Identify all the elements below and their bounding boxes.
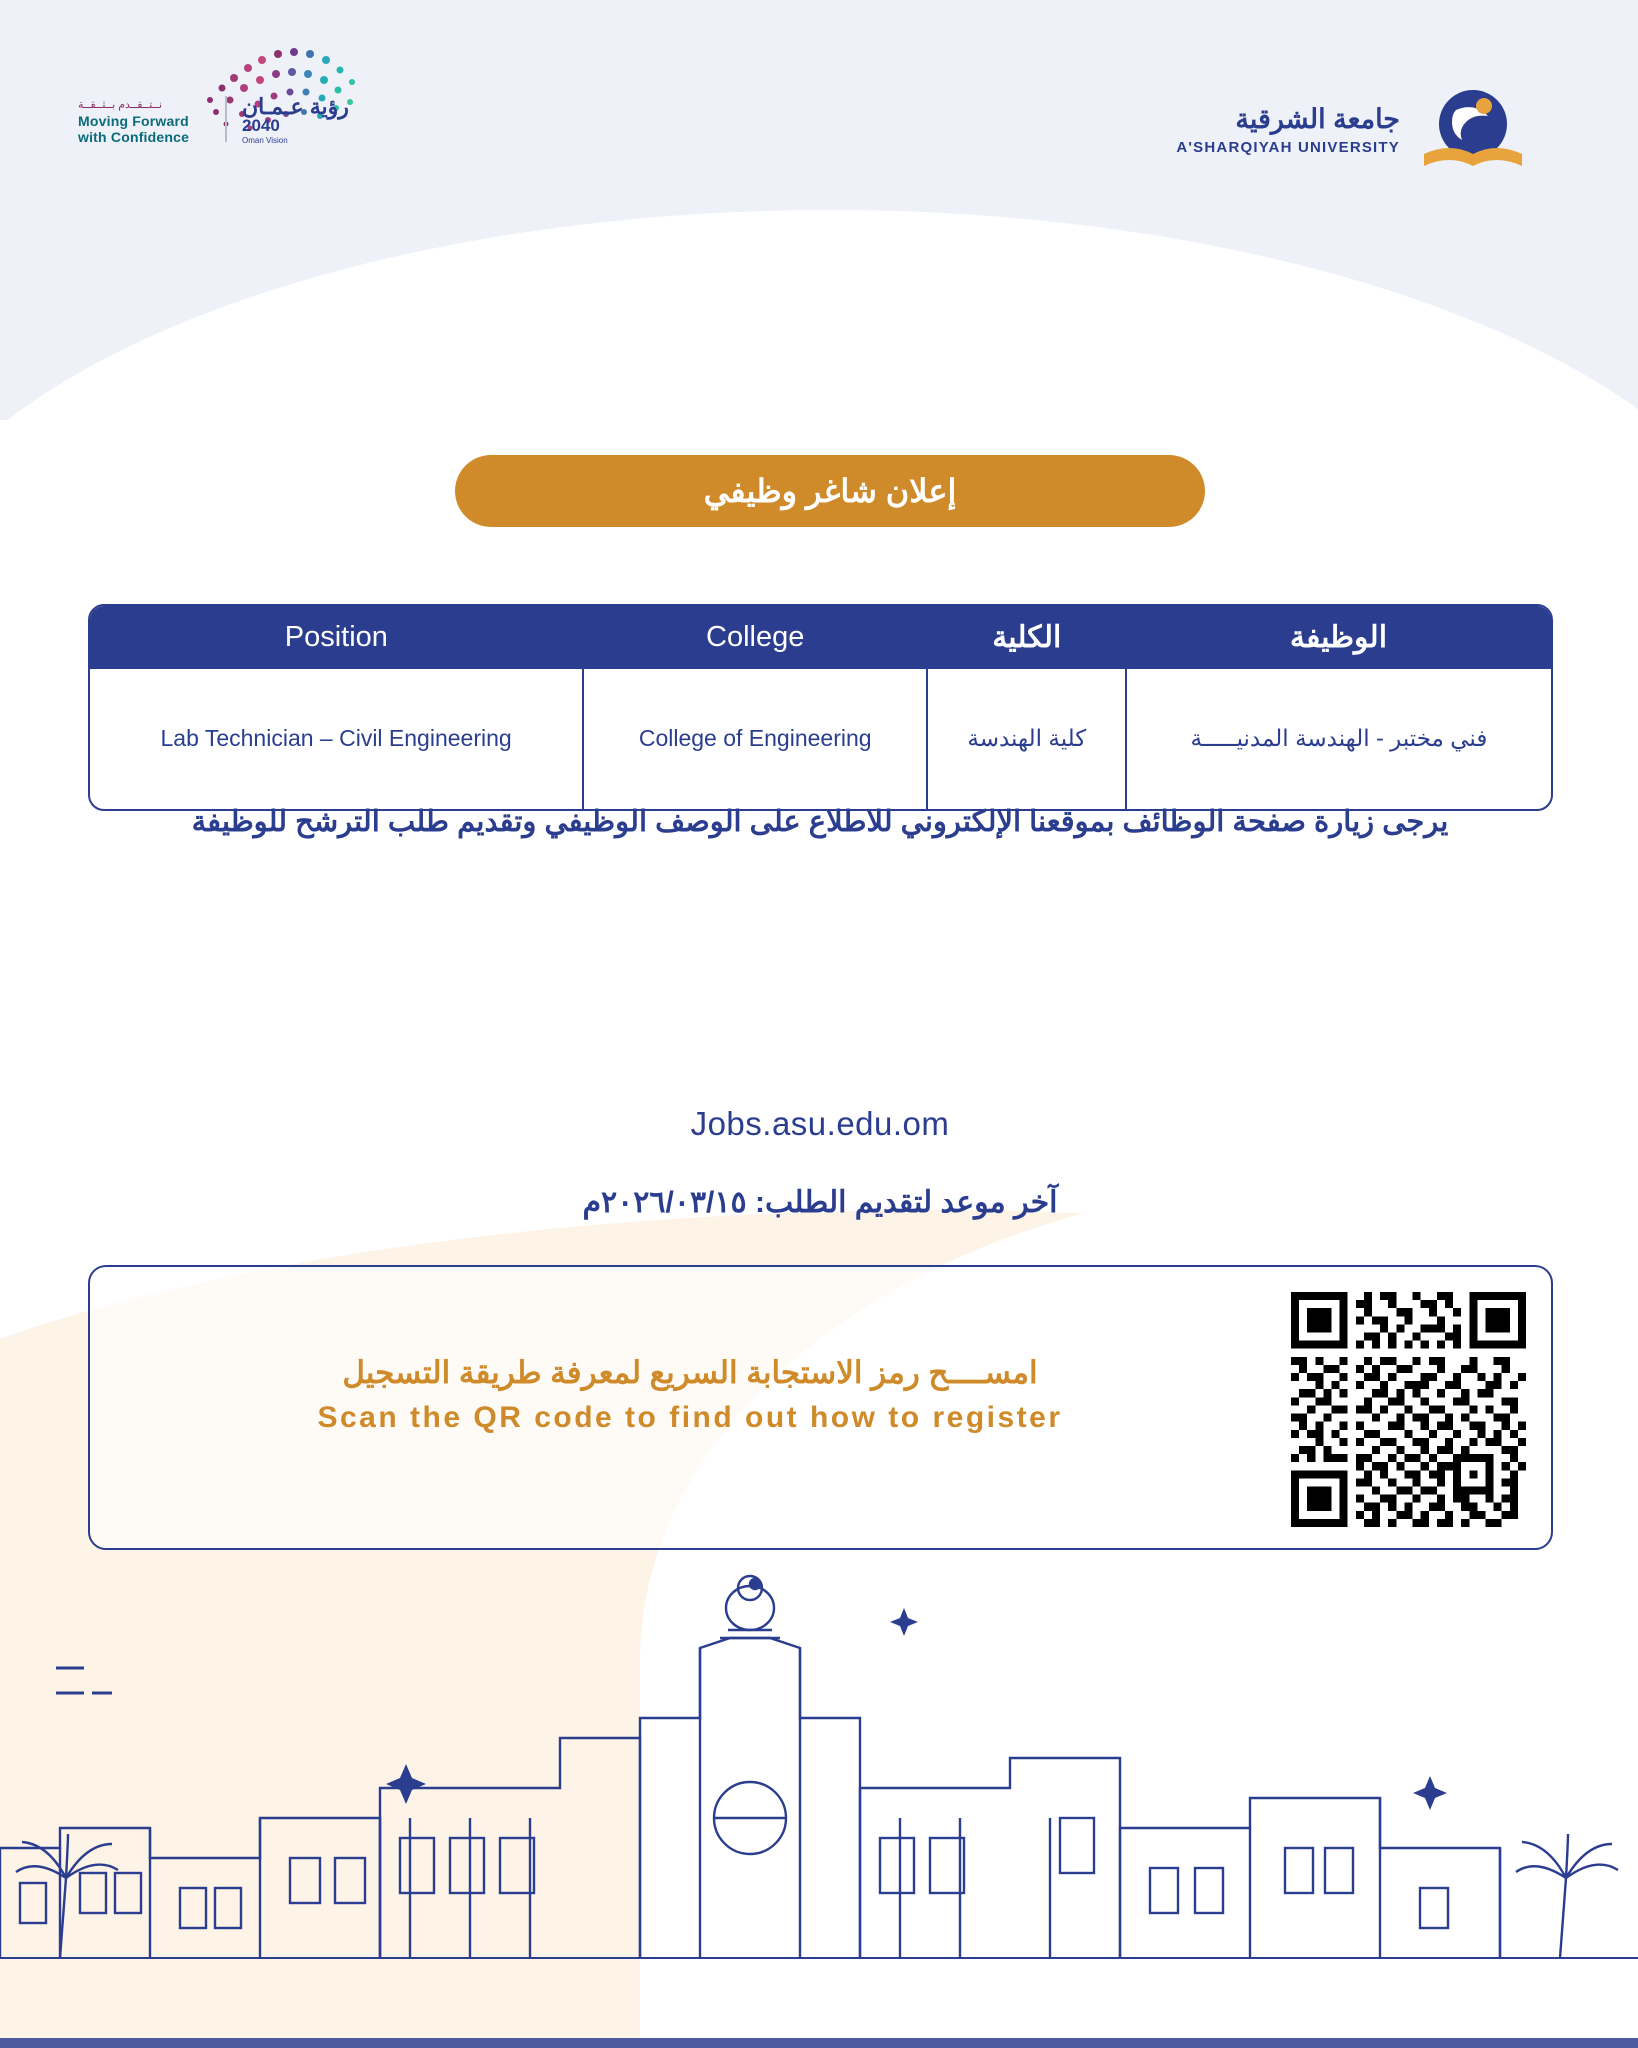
qr-instructions — [150, 1355, 1230, 1435]
vacancy-table — [88, 604, 1553, 811]
column-header-job-ar: الوظيفة — [1126, 606, 1550, 669]
qr-instructions-ar: امســــح رمز الاستجابة السريع لمعرفة طريقة التسجيل — [342, 1355, 1038, 1390]
university-emblem-icon — [1418, 80, 1528, 180]
qr-code[interactable] — [1266, 1267, 1551, 1552]
jobs-website-link[interactable]: Jobs.asu.edu.om — [690, 1105, 950, 1142]
vacancy-table-element — [90, 606, 1551, 809]
column-header-position-en: Position — [90, 606, 583, 669]
column-header-college-ar: الكلية — [927, 606, 1126, 669]
oman-vision-2040-logo — [70, 30, 380, 175]
column-header-college-en: College — [583, 606, 927, 669]
vision-tagline-en-line2: with Confidence — [78, 129, 190, 146]
table-row — [90, 669, 1551, 809]
table-header-row — [90, 606, 1551, 669]
university-logo — [1176, 80, 1528, 180]
vision-year: 2040 — [242, 116, 280, 135]
cell-college-ar: كلية الهندسة — [927, 669, 1126, 809]
vision-oman-wordmark — [242, 94, 382, 145]
vision-tagline-ar: نــتــقــدم بــثــقــة — [78, 99, 163, 111]
qr-instructions-en: Scan the QR code to find out how to register — [317, 1401, 1063, 1434]
campus-skyline-illustration — [0, 1488, 1638, 2048]
university-wordmark — [1176, 104, 1400, 156]
cell-position-en: Lab Technician – Civil Engineering — [90, 669, 583, 809]
vision-oman-ar: رؤية عـمـان — [242, 94, 349, 119]
cell-college-en: College of Engineering — [583, 669, 927, 809]
university-name-ar: جامعة الشرقية — [1235, 104, 1400, 134]
page-title-text: إعلان شاغر وظيفي — [703, 473, 957, 509]
university-name-en: A'SHARQIYAH UNIVERSITY — [1176, 139, 1400, 156]
instructions-text: يرجى زيارة صفحة الوظائف بموقعنا الإلكتروني للاطلاع على الوصف الوظيفي وتقديم طلب الترشح للوظيفة — [191, 806, 1449, 838]
table-body — [90, 669, 1551, 809]
vision-tagline-en — [78, 113, 218, 145]
footer-strip — [0, 2038, 1638, 2048]
vision-tagline-en-line1: Moving Forward — [78, 113, 189, 129]
poster-header — [0, 0, 1638, 240]
application-deadline: آخر موعد لتقديم الطلب: ٢٠٢٦/٠٣/١٥م — [582, 1186, 1058, 1219]
vision-divider — [225, 96, 227, 142]
cell-job-ar: فني مختبر - الهندسة المدنيـــــة — [1190, 725, 1488, 752]
qr-code-icon[interactable] — [1291, 1292, 1526, 1527]
vision-oman-en: Oman Vision — [242, 136, 288, 145]
page-title — [455, 455, 1205, 527]
qr-panel — [88, 1265, 1553, 1550]
table-head — [90, 606, 1551, 669]
